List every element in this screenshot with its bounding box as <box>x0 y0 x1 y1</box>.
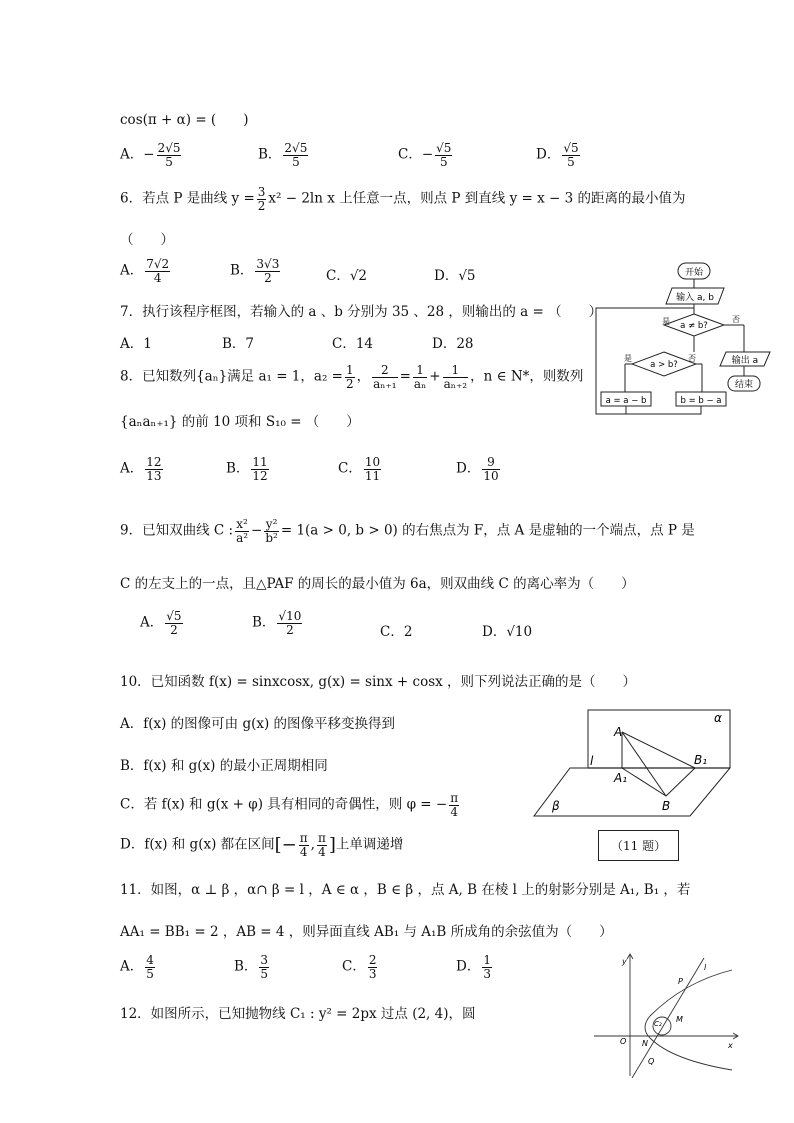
dihedral-figure <box>530 706 740 818</box>
flowchart-assign1-label: a = a − b <box>605 396 647 406</box>
q8-option-b: B． $\frac{11}{12}$ <box>226 455 268 483</box>
q5-option-d-fraction: $\frac{√5}{5}$ <box>563 141 579 169</box>
flowchart-cond2-label: a > b? <box>650 360 678 370</box>
q11-option-c: C． $\frac{2}{3}$ <box>342 953 377 981</box>
q5-option-b <box>258 142 310 168</box>
q5-stem: cos(π + α) = ( ) <box>120 112 249 128</box>
q7-option-b: B．7 <box>222 336 255 352</box>
q5-option-c-label: C． <box>398 146 422 163</box>
fig11-l-label: l <box>590 754 594 768</box>
fig12-point-q: Q <box>648 1057 655 1066</box>
fig12-point-m: M <box>676 1015 683 1024</box>
q6-paren: （ ） <box>120 232 174 248</box>
flowchart-figure <box>592 260 792 420</box>
q6-option-b: B． $\frac{3√3}{2}$ <box>230 257 280 285</box>
q6-option-a: A． $\frac{7√2}{4}$ <box>120 257 170 285</box>
q8-option-d: D． $\frac{9}{10}$ <box>456 455 499 483</box>
q11-option-a: A． $\frac{4}{5}$ <box>120 953 154 981</box>
flowchart-no2-label: 否 <box>688 354 696 363</box>
flowchart-end-label: 结束 <box>734 380 754 390</box>
q10-option-c: C．若 f(x) 和 g(x + φ) 具有相同的奇偶性，则 φ = − $\frac{\pi}{4}$ <box>120 791 459 819</box>
q8-option-a: A． $\frac{12}{13}$ <box>120 455 162 483</box>
fig11-alpha-label: α <box>714 711 722 725</box>
q8-stem: 8．已知数列{aₙ}满足 a₁ = 1，a₂ = $\frac{1}{2}$ ， $\frac{2}{\text{aₙ₊₁}}$ = $\frac{1}{\text{aₙ}}$ + $\frac{1}{\text{aₙ₊₂}}$ ，n ∈ N*，则数列 <box>120 363 584 391</box>
fig11-point-b1: B₁ <box>694 753 708 767</box>
q5-option-a-sign: − <box>143 146 155 163</box>
flowchart-start-label: 开始 <box>684 268 704 278</box>
q9-option-c: C．2 <box>380 624 413 640</box>
q11-stem-line2: AA₁ = BB₁ = 2 ，AB = 4 ，则异面直线 AB₁ 与 A₁B 所成角的余弦值为（ ） <box>120 924 613 940</box>
fig11-point-a1: A₁ <box>614 771 628 785</box>
q10-option-b: B．f(x) 和 g(x) 的最小正周期相同 <box>120 758 328 774</box>
fig12-line-label: l <box>704 963 707 972</box>
q12-stem: 12．如图所示，已知抛物线 C₁ : y² = 2px 过点 (2, 4)，圆 <box>120 1006 476 1022</box>
fig11-point-b: B <box>662 799 671 813</box>
parabola-figure <box>592 950 742 1080</box>
flowchart-output-label: 输出 a <box>731 356 759 366</box>
fig12-point-p: P <box>678 977 683 986</box>
q7-option-c: C．14 <box>332 336 374 352</box>
fig11-beta-label: β <box>552 799 560 813</box>
q5-option-c-sign: − <box>421 146 434 163</box>
q9-option-a: A． $\frac{√5}{2}$ <box>140 609 182 637</box>
q8-stem-line2: {aₙaₙ₊₁} 的前 10 项和 S₁₀ = （ ） <box>120 414 360 430</box>
q6-option-d: D．√5 <box>434 268 476 284</box>
q9-option-d: D．√10 <box>482 624 533 640</box>
q10-stem: 10．已知函数 f(x) = sinxcosx, g(x) = sinx + cosx ，则下列说法正确的是（ ） <box>120 674 637 690</box>
q5-option-a-fraction: $\frac{2√5}{5}$ <box>157 141 181 169</box>
flowchart-input-label: 输入 a, b <box>676 293 714 303</box>
q5-option-c-fraction: $\frac{√5}{5}$ <box>436 141 452 169</box>
q7-option-d: D．28 <box>432 336 474 352</box>
fig12-origin-label: O <box>620 1037 627 1046</box>
q5-option-c <box>398 142 454 168</box>
q10-option-a: A．f(x) 的图像可由 g(x) 的图像平移变换得到 <box>120 716 396 732</box>
q11-option-b: B． $\frac{3}{5}$ <box>234 953 269 981</box>
flowchart-no1-label: 否 <box>732 315 740 324</box>
q8-option-c: C． $\frac{10}{11}$ <box>338 455 381 483</box>
q10-option-d: D．f(x) 和 g(x) 都在区间[− $\frac{\pi}{4}$ , $\frac{\pi}{4}$ ]上单调递增 <box>120 831 404 859</box>
q11-option-d: D． $\frac{1}{3}$ <box>456 953 491 981</box>
q9-stem: 9．已知双曲线 C : $\frac{\text{x²}}{\text{a²}}$ − $\frac{\text{y²}}{\text{b²}}$ = 1(a > 0, b > 0) 的右焦点为 F，点 A 是虚轴的一个端点，点 P 是 <box>120 517 695 545</box>
q9-option-b: B． $\frac{√10}{2}$ <box>252 609 302 637</box>
fig11-point-a: A <box>614 725 623 739</box>
q5-option-d <box>536 142 582 168</box>
flowchart-cond1-label: a ≠ b? <box>680 321 708 331</box>
q9-stem-line2: C 的左支上的一点，且△PAF 的周长的最小值为 6a，则双曲线 C 的离心率为（ ） <box>120 576 635 592</box>
q7-option-a: A．1 <box>120 336 152 352</box>
flowchart-yes2-label: 是 <box>624 354 632 363</box>
q5-option-a <box>120 142 183 168</box>
fig12-y-axis-label: y <box>622 957 627 966</box>
q6-stem: 6．若点 P 是曲线 y = $\frac{3}{2}$ x² − 2ln x 上任意一点，则点 P 到直线 y = x − 3 的距离的最小值为 <box>120 185 686 213</box>
flowchart-yes1-label: 是 <box>662 317 670 326</box>
q5-option-b-label: B． <box>258 146 282 163</box>
q5-option-a-label: A． <box>120 146 144 163</box>
fig11-caption: （11 题） <box>598 830 679 861</box>
q7-stem: 7．执行该程序框图，若输入的 a 、b 分别为 35 、28 ，则输出的 a = （ ） <box>120 304 603 320</box>
flowchart-assign2-label: b = b − a <box>680 396 722 406</box>
q5-option-d-label: D． <box>536 146 561 163</box>
q6-option-c: C．√2 <box>326 268 368 284</box>
fig12-point-n: N <box>642 1039 648 1048</box>
q11-stem: 11．如图，α ⊥ β ，α∩ β = l ，A ∈ α ，B ∈ β ，点 A, B 在棱 l 上的射影分别是 A₁, B₁ ，若 <box>120 882 691 898</box>
fig12-x-axis-label: x <box>728 1041 733 1050</box>
q5-option-b-fraction: $\frac{2√5}{5}$ <box>284 141 308 169</box>
fig12-circle-label: C₂ <box>654 1020 662 1028</box>
